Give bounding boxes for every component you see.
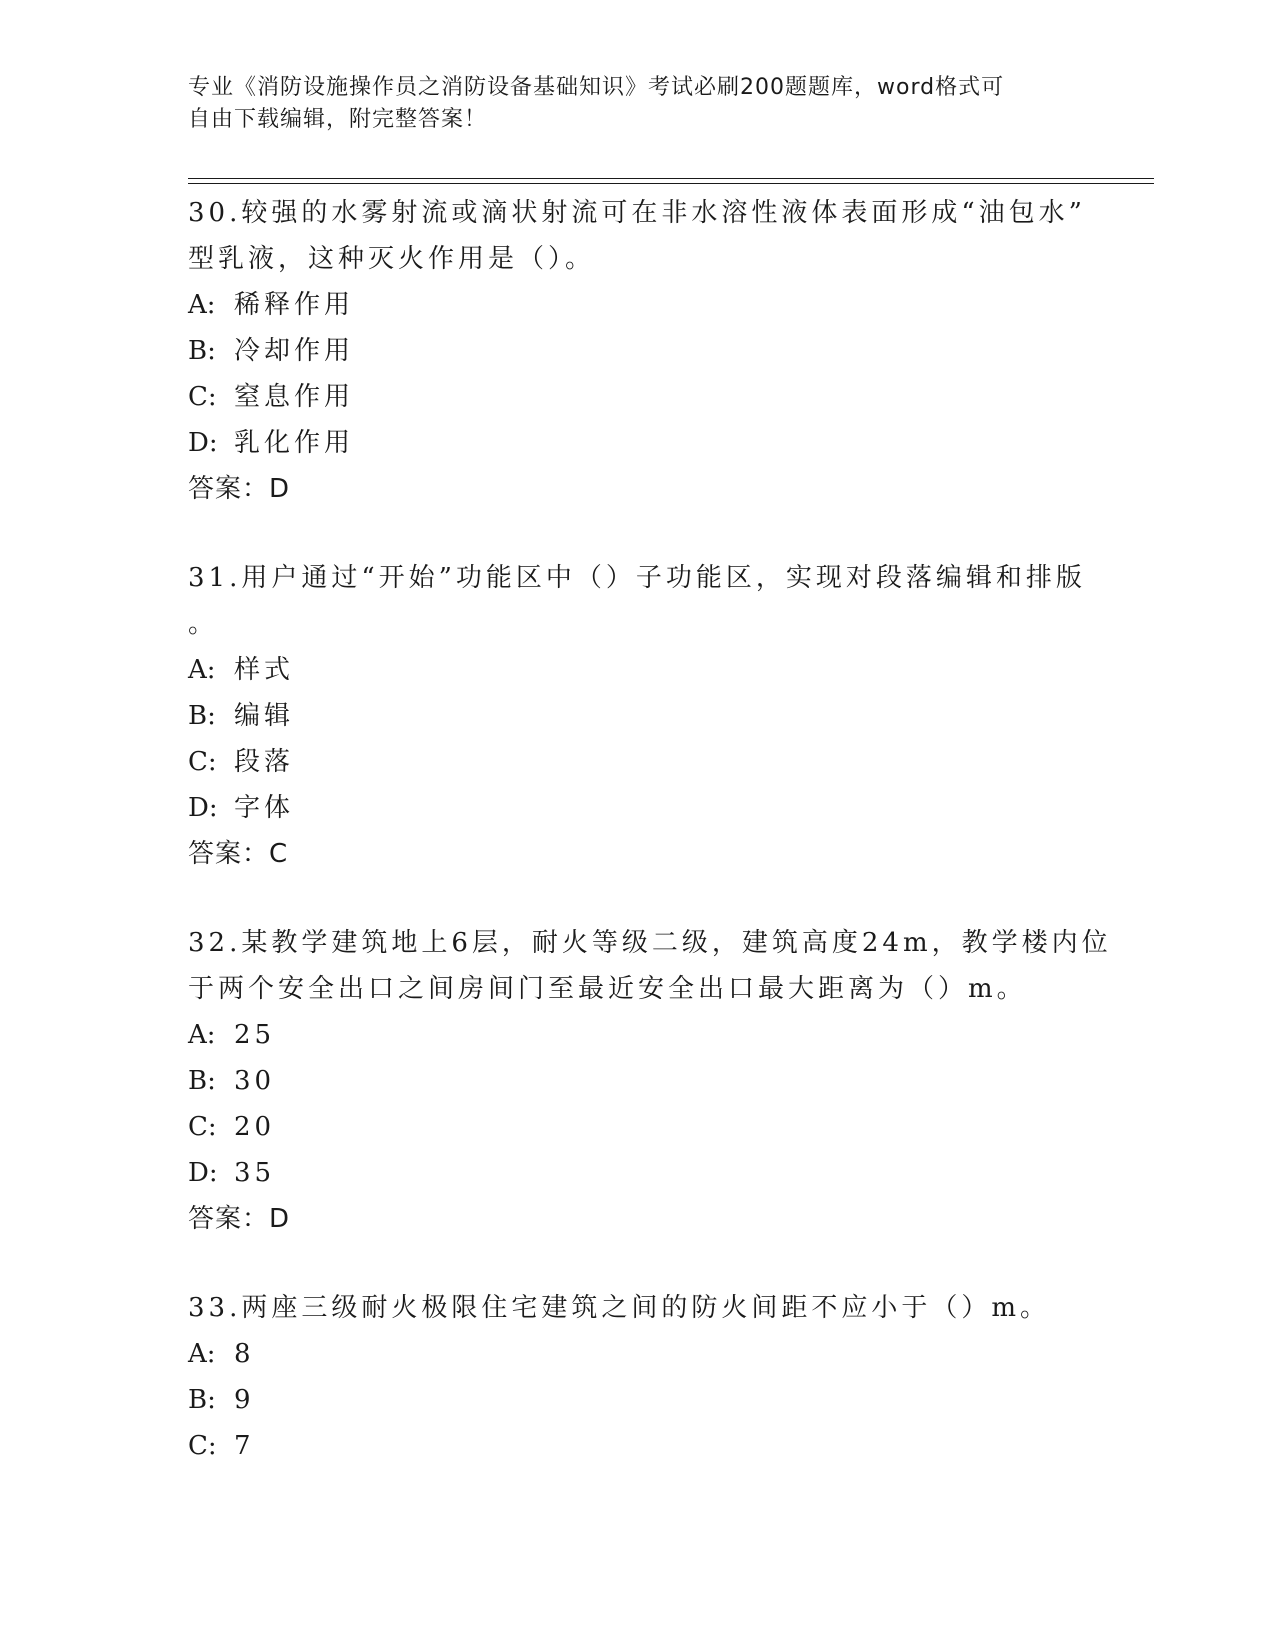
option-letter: A:: [188, 1339, 216, 1369]
document-header: [188, 72, 1068, 136]
option-text: 7: [234, 1431, 255, 1461]
option-letter: C:: [188, 747, 217, 777]
option-letter: B:: [188, 1385, 216, 1415]
option-text: 35: [234, 1158, 276, 1188]
question-33: [188, 1285, 1088, 1469]
option-c: [188, 1104, 1088, 1150]
option-b: [188, 1377, 1088, 1423]
option-letter: C:: [188, 382, 217, 412]
option-text: 9: [234, 1385, 255, 1415]
option-a: [188, 1331, 1088, 1377]
option-c: [188, 739, 1088, 785]
option-letter: A:: [188, 655, 216, 685]
option-text: 段落: [234, 747, 295, 777]
option-b: [188, 1058, 1088, 1104]
option-text: 样式: [234, 655, 295, 685]
question-stem-line: 30.较强的水雾射流或滴状射流可在非水溶性液体表面形成“油包水”: [188, 198, 1086, 228]
option-text: 冷却作用: [234, 336, 355, 366]
answer-line: 答案：C: [188, 839, 289, 869]
option-letter: B:: [188, 701, 216, 731]
option-letter: A:: [188, 1020, 216, 1050]
option-a: [188, 1012, 1088, 1058]
question-stem-line: 33.两座三级耐火极限住宅建筑之间的防火间距不应小于（）m。: [188, 1293, 1051, 1323]
option-letter: C:: [188, 1431, 217, 1461]
option-letter: B:: [188, 336, 216, 366]
question-stem-line: 32.某教学建筑地上6层，耐火等级二级，建筑高度24m，教学楼内位: [188, 928, 1112, 958]
question-32: [188, 920, 1112, 1242]
header-divider-bottom: [188, 183, 1154, 184]
question-stem-line: 。: [188, 609, 219, 639]
option-c: [188, 1423, 1088, 1469]
answer-line: 答案：D: [188, 1204, 291, 1234]
option-letter: B:: [188, 1066, 216, 1096]
header-divider-top: [188, 178, 1154, 179]
header-line-1: 专业《消防设施操作员之消防设备基础知识》考试必刷200题题库，word格式可: [188, 75, 1005, 100]
answer-line: 答案：D: [188, 474, 291, 504]
question-30: [188, 190, 1088, 512]
option-d: [188, 785, 1088, 831]
question-stem-line: 31.用户通过“开始”功能区中（）子功能区，实现对段落编辑和排版: [188, 563, 1086, 593]
option-text: 8: [234, 1339, 255, 1369]
option-a: [188, 282, 1088, 328]
option-text: 30: [234, 1066, 276, 1096]
question-31: [188, 555, 1088, 877]
header-line-2: 自由下载编辑，附完整答案！: [188, 107, 488, 132]
option-letter: A:: [188, 290, 216, 320]
option-a: [188, 647, 1088, 693]
option-letter: D:: [188, 1158, 218, 1188]
option-b: [188, 693, 1088, 739]
option-text: 字体: [234, 793, 295, 823]
option-letter: D:: [188, 428, 218, 458]
question-stem-line: 于两个安全出口之间房间门至最近安全出口最大距离为（）m。: [188, 974, 1027, 1004]
option-letter: C:: [188, 1112, 217, 1142]
option-text: 20: [234, 1112, 276, 1142]
option-d: [188, 1150, 1088, 1196]
option-text: 编辑: [234, 701, 295, 731]
question-stem-line: 型乳液，这种灭火作用是（）。: [188, 244, 596, 274]
option-c: [188, 374, 1088, 420]
option-letter: D:: [188, 793, 218, 823]
option-text: 乳化作用: [234, 428, 355, 458]
question-list: [188, 190, 1112, 1469]
option-b: [188, 328, 1088, 374]
option-text: 窒息作用: [234, 382, 355, 412]
option-text: 稀释作用: [234, 290, 355, 320]
option-d: [188, 420, 1088, 466]
option-text: 25: [234, 1020, 276, 1050]
